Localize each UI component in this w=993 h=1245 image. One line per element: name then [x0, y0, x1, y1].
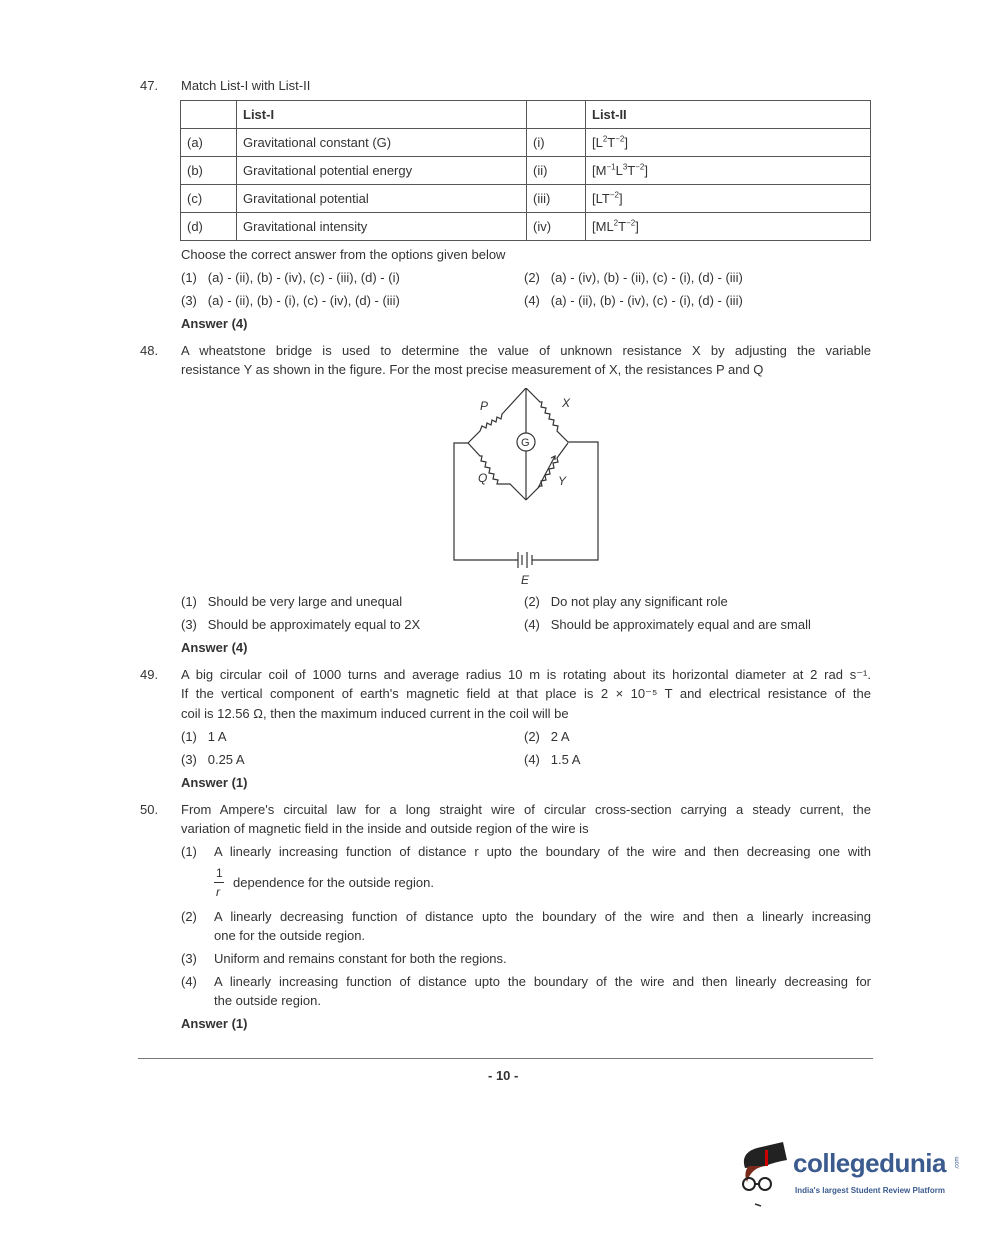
label-q: Q [478, 471, 488, 485]
logo-suffix: .com [954, 1156, 961, 1170]
option: (2) (a) - (iv), (b) - (ii), (c) - (i), (d) - (iii) [524, 270, 743, 285]
option-text: A linearly increasing function of distance r upto the boundary of the wire and then decreasing one with [214, 844, 871, 859]
mascot-icon [735, 1138, 795, 1208]
q50-text: From Ampere's circuital law for a long straight wire of circular cross-section carrying a steady current, the [181, 802, 871, 817]
q47-number: 47. [140, 78, 159, 93]
option: (4) 1.5 A [524, 752, 581, 767]
logo-wordmark: collegedunia [793, 1148, 946, 1178]
row-roman: (ii) [527, 157, 586, 185]
q50-text: variation of magnetic field in the inside and outside region of the wire is [181, 821, 589, 836]
row-dimension: $[L^2T^{-2}]$ [586, 129, 871, 157]
row-item: Gravitational constant (G) [237, 129, 527, 157]
row-dimension: $[LT^{-2}]$ [586, 185, 871, 213]
q48-text: A wheatstone bridge is used to determine the value of unknown resistance X by adjusting the variable [181, 343, 871, 358]
option: (2) 2 A [524, 729, 570, 744]
row-roman: (iii) [527, 185, 586, 213]
option-text: dependence for the outside region. [233, 875, 434, 890]
option-text: Uniform and remains constant for both the regions. [214, 951, 507, 966]
row-dimension: $[ML^2T^{-2}]$ [586, 213, 871, 241]
row-dimension: $[M^{-1}L^3T^{-2}]$ [586, 157, 871, 185]
q49-text: If the vertical component of earth's magnetic field at that place is 2 × 10⁻⁵ T and electrical resistance of the [181, 686, 871, 701]
row-roman: (iv) [527, 213, 586, 241]
option-text: A linearly decreasing function of distance upto the boundary of the wire and then a linearly increasing [214, 909, 871, 924]
q50-number: 50. [140, 802, 159, 817]
row-key: (d) [181, 213, 237, 241]
option: (3) 0.25 A [181, 752, 245, 767]
option: (4) (a) - (ii), (b) - (iv), (c) - (i), (d) - (iii) [524, 293, 743, 308]
fraction-numerator: 1 [216, 866, 223, 880]
q49-text: coil is 12.56 Ω, then the maximum induced current in the coil will be [181, 706, 569, 721]
row-key: (b) [181, 157, 237, 185]
answer: Answer (1) [181, 1016, 248, 1031]
option: (2) Do not play any significant role [524, 594, 728, 609]
page-number: - 10 - [488, 1068, 519, 1083]
option-number: (4) [181, 974, 197, 989]
option: (3) (a) - (ii), (b) - (i), (c) - (iv), (d) - (iii) [181, 293, 400, 308]
fraction-denominator: r [216, 885, 220, 899]
row-item: Gravitational potential [237, 185, 527, 213]
footer-divider [138, 1058, 873, 1059]
option-text: A linearly increasing function of distance upto the boundary of the wire and then linearly decreasing for [214, 974, 871, 989]
label-y: Y [558, 474, 567, 488]
option: (3) Should be approximately equal to 2X [181, 617, 421, 632]
galvanometer-label: G [521, 437, 530, 449]
option: (1) (a) - (ii), (b) - (iv), (c) - (iii), (d) - (i) [181, 270, 400, 285]
option: (1) 1 A [181, 729, 227, 744]
q49-number: 49. [140, 667, 159, 682]
option-number: (1) [181, 844, 197, 859]
label-e: E [521, 573, 530, 587]
row-key: (c) [181, 185, 237, 213]
option-number: (3) [181, 951, 197, 966]
match-table [180, 100, 871, 241]
fraction-bar [214, 882, 224, 883]
q48-number: 48. [140, 343, 159, 358]
row-item: Gravitational potential energy [237, 157, 527, 185]
row-roman: (i) [527, 129, 586, 157]
q47-text: Match List-I with List-II [181, 78, 311, 93]
row-item: Gravitational intensity [237, 213, 527, 241]
collegedunia-logo [735, 1138, 965, 1208]
answer: Answer (4) [181, 640, 248, 655]
answer: Answer (4) [181, 316, 248, 331]
q47-instruction: Choose the correct answer from the options given below [181, 247, 506, 262]
answer: Answer (1) [181, 775, 248, 790]
logo-tagline: India's largest Student Review Platform [795, 1186, 945, 1195]
list2-header: List-II [586, 101, 871, 129]
list1-header: List-I [237, 101, 527, 129]
option-text: the outside region. [214, 993, 321, 1008]
option: (1) Should be very large and unequal [181, 594, 403, 609]
option: (4) Should be approximately equal and are small [524, 617, 811, 632]
option-text: one for the outside region. [214, 928, 366, 943]
option-number: (2) [181, 909, 197, 924]
q49-text: A big circular coil of 1000 turns and average radius 10 m is rotating about its horizontal diameter at 2 rad s⁻¹. [181, 667, 871, 682]
row-key: (a) [181, 129, 237, 157]
label-x: X [562, 396, 571, 410]
q48-text: resistance Y as shown in the figure. For the most precise measurement of X, the resistances P and Q [181, 362, 764, 377]
label-p: P [480, 399, 489, 413]
wheatstone-bridge-diagram [440, 388, 610, 588]
